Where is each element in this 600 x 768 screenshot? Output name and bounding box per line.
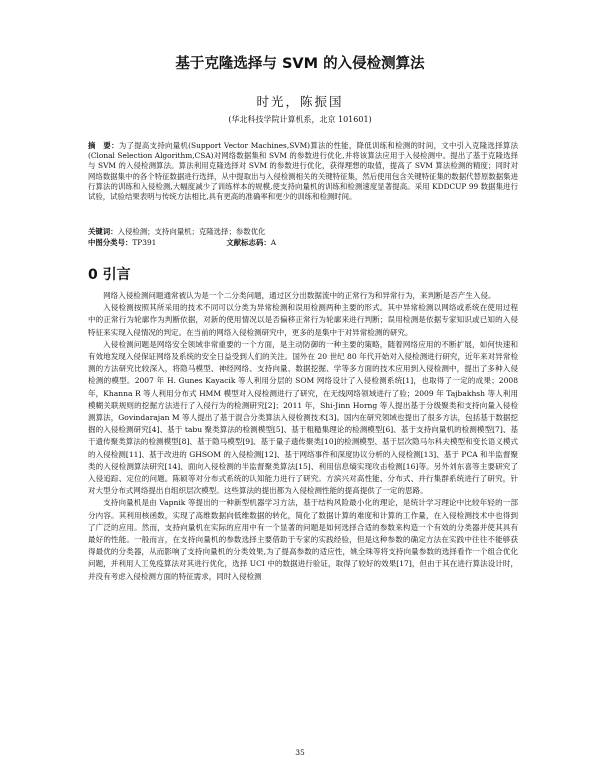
paper-title: 基于克隆选择与 SVM 的入侵检测算法 [175,56,425,72]
paragraph: 入侵检测问题是网络安全领域非常重要的一个方面，是主动防御的一种主要的策略，随着网络应用的不断扩展，如何快速和有效地发现入侵保证网络及系统的安全日益受到人们的关注。国外在 20 世纪 80 年代开始对入侵检测进行研究，近年来对异常检测的方法研究比较深入，将隐马模型、神经网络、支持向量、数据挖掘、学等多方面的技术应用到入侵检测中，提出了多种入侵检测的模型。2007 年 H. Gunes Kayacik 等人利用分层的 SOM 网络设计了入侵检测系统[1]，也取得了一定的成果；2008 年，Khanna R 等人利用分布式 HMM 模型对入侵检测进行了研究，在无线网络领域进行了验；2009 年 Tajbakhsh 等人利用模糊关联规则的挖掘方法进行了入侵行为的检测研究[2]；2011 年，Shi-Jinn Horng 等人提出基于分级聚类和支持向量入侵检测算法，Govindarajan M 等人提出了基于混合分类算法入侵检测技术[3]。国内在研究领域也提出了很多方法，包括基于数据挖掘的入侵检测研究[4]、基于 tabu 聚类算法的检测模型[5]、基于粗糙集理论的检测模型[6]、基于支持向量机的检测模型[7]、基于遗传聚类算法的检测模型[8]、基于隐马模型[9]、基于量子遗传聚类[10]的检测模型、基于层次隐马尔科夫模型和变长语义模式的入侵检测[11]、基于改进的 GHSOM 的入侵检测[12]、基于网络事件和深度协议分析的入侵检测[13]、基于 PCA 和半监督聚类的入侵检测算法研究[14]、面向入侵检测的半监督聚类算法[15]、利用信息熵实现攻击检测[16]等。另外刘东喜等主要研究了入侵追踪、定位的问题。陈硕等对分布式系统的认知能力进行了研究。方滨兴对高性能、分布式、并行集群系统进行了研究，针对大型分布式网络提出自组织层次模型。这些算法的提出都为入侵检测性能的提高提供了一定的思路。 [88,339,518,496]
author-affiliation: (华北科技学院计算机系，北京 101601) [228,115,372,124]
classification-value: TP391 [132,238,157,247]
paragraph: 支持向量机是由 Vapnik 等提出的一种新型机器学习方法，基于结构风险最小化的理论，是统计学习理论中比较年轻的一部分内容。其利用核函数，实现了高维数据向低维数据的转化，简化了数据计算的难度和计算的工作量，在入侵检测技术中也得到了广泛的应用。然而，支持向量机在实际的应用中有一个显著的问题是如何选择合适的参数来构造一个有效的分类器并使其具有最好的性能。一般而言，在支持向量机的参数选择主要借助于专家的实践经验，但是这种参数的确定方法在实践中往往不能够获得最优的分类器，从而影响了支持向量机的分类效果,为了提高参数的适应性，姚全珠等将支持向量参数的选择看作一个组合优化问题，并利用人工免疫算法对其进行优化，选择 UCI 中的数据进行验证，取得了较好的效果[17]，但由于其在进行算法设计时，并没有考虑入侵检测方面的特征需求，同时入侵检测 [88,498,518,581]
abstract [88,141,518,202]
classification-label: 中图分类号： [88,238,133,247]
section-heading: 0 引言 [88,267,131,283]
paragraph: 网络入侵检测问题通常被认为是一个二分类问题，通过区分出数据流中的正常行为和异常行为，来判断是否产生入侵。 [103,291,496,300]
abstract-text: 为了提高支持向量机(Support Vector Machines,SVM)算法的性能，降低训练和检测的时间，文中引入克隆选择算法(Clonal Selection Algorithm,CSA)对网络数据集和 SVM 的参数进行优化,并将该算法应用于入侵检测中。提出了基于克隆选择与 SVM 的入侵检测算法。算法利用克隆选择对 SVM 的参数进行优化，获得理想的取值，提高了 SVM 算法检测的精度；同时对网络数据集中的各个特征数据进行选择，从中提取出与入侵检测相关的关键特征集，然后使用包含关键特征集的数据代替原数据集进行算法的训练和入侵检测,大幅度减少了训练样本的规模,使支持向量机的训练和检测速度显著提高。采用 KDDCUP 99 数据集进行试验，试验结果表明与传统方法相比,具有更高的准确率和更少的训练和检测时间。 [88,141,518,202]
keywords-text: 入侵检测；支持向量机；克隆选择；参数优化 [117,227,266,236]
paper-authors: 时光，陈振国 [256,94,344,109]
paragraph: 入侵检测按照其所采用的技术不同可以分类为异常检测和误用检测两种主要的形式。其中异常检测以网络或系统在使用过程中的正常行为轮廓作为判断依据，对新的使用情况以是否偏移正常行为轮廓来进行判断；误用检测是依据专家知识或已知的入侵特征来实现入侵情况的判定。在当前的网络入侵检测研究中，更多的是集中于对异常检测的研究。 [88,303,518,337]
keywords-label: 关键词： [88,227,118,236]
document-code-label: 文献标志码： [226,238,271,247]
document-code-value: A [270,238,277,247]
abstract-label: 摘 要： [88,141,119,150]
body-text [88,290,518,583]
keywords [88,227,518,237]
page-number: 35 [295,748,305,757]
classification [88,238,518,248]
